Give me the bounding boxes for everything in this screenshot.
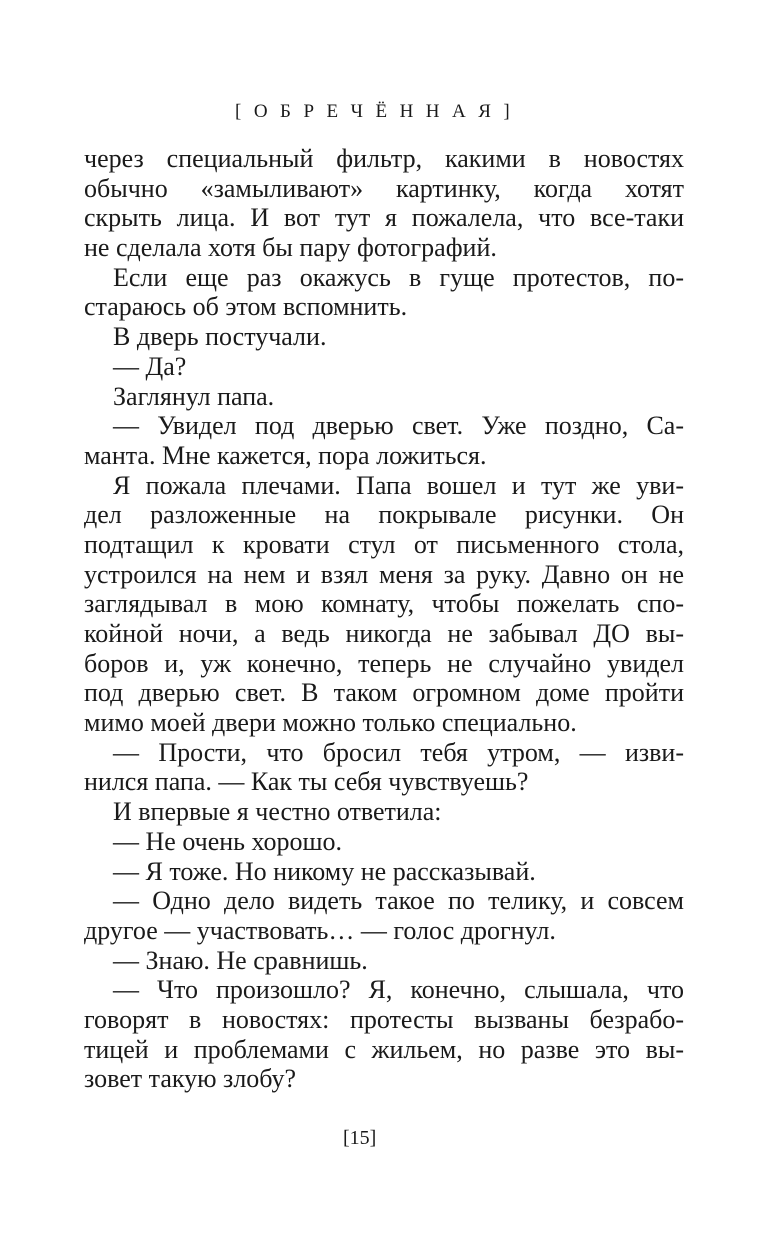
text-line: Я пожала плечами. Папа вошел и тут же уви- (113, 470, 684, 500)
text-line: устроился на нем и взял меня за руку. Давно он не (84, 559, 684, 589)
text-line: Если еще раз окажусь в гуще протестов, по- (113, 262, 684, 292)
paragraph (84, 471, 684, 738)
text-line: манта. Мне кажется, пора ложиться. (84, 440, 487, 470)
text-line: Заглянул папа. (113, 381, 275, 411)
text-line: мимо моей двери можно только специально. (84, 708, 577, 738)
text-line: — Прости, что бросил тебя утром, — изви- (113, 737, 684, 767)
text-line: дел разложенные на покрывале рисунки. Он (84, 500, 684, 530)
paragraph (84, 886, 684, 945)
paragraph (84, 263, 684, 322)
text-line: обычно «замыливают» картинку, когда хотят (84, 173, 684, 203)
paragraph (84, 797, 684, 827)
text-line: койной ночи, а ведь никогда не забывал ДО вы- (84, 619, 684, 648)
running-title: [ОБРЕЧЁННАЯ] (235, 101, 523, 122)
text-line: подтащил к кровати стул от письменного стола, (84, 529, 684, 559)
text-line: И впервые я честно ответила: (113, 797, 442, 827)
text-line: — Да? (113, 351, 187, 381)
text-line: зовет такую злобу? (84, 1064, 297, 1094)
text-line: — Одно дело видеть такое по телику, и совсем (113, 886, 684, 916)
body-text (84, 144, 684, 1094)
text-line: В дверь постучали. (113, 322, 327, 352)
text-line: скрыть лица. И вот тут я пожалела, что все-таки (84, 203, 684, 233)
text-line: заглядывал в мою комнату, чтобы пожелать спо- (84, 589, 684, 619)
paragraph (84, 382, 684, 412)
paragraph (84, 827, 684, 857)
text-line: — Не очень хорошо. (113, 826, 343, 856)
text-line: боров и, уж конечно, теперь не случайно увидел (84, 648, 684, 678)
paragraph (84, 857, 684, 887)
paragraph (84, 738, 684, 797)
text-line: нился папа. — Как ты себя чувствуешь? (84, 767, 529, 797)
paragraph (84, 322, 684, 352)
paragraph (84, 975, 684, 1094)
text-line: другое — участвовать… — голос дрогнул. (84, 915, 556, 945)
text-line: под дверью свет. В таком огромном доме пройти (84, 678, 684, 708)
paragraph (84, 946, 684, 976)
paragraph (84, 144, 684, 263)
text-line: стараюсь об этом вспомнить. (84, 292, 408, 322)
paragraph (84, 411, 684, 470)
text-line: не сделала хотя бы пару фотографий. (84, 233, 497, 263)
text-line: — Знаю. Не сравнишь. (113, 945, 368, 975)
paragraph (84, 352, 684, 382)
text-line: тицей и проблемами с жильем, но разве это вы- (84, 1034, 684, 1064)
page-number: [15] (343, 1127, 377, 1149)
text-line: говорят в новостях: протесты вызваны безрабо- (84, 1004, 684, 1034)
text-line: через специальный фильтр, какими в новостях (84, 144, 684, 173)
text-line: — Что произошло? Я, конечно, слышала, что (113, 975, 684, 1005)
text-line: — Я тоже. Но никому не рассказывай. (113, 856, 536, 886)
text-line: — Увидел под дверью свет. Уже поздно, Са- (113, 411, 684, 441)
